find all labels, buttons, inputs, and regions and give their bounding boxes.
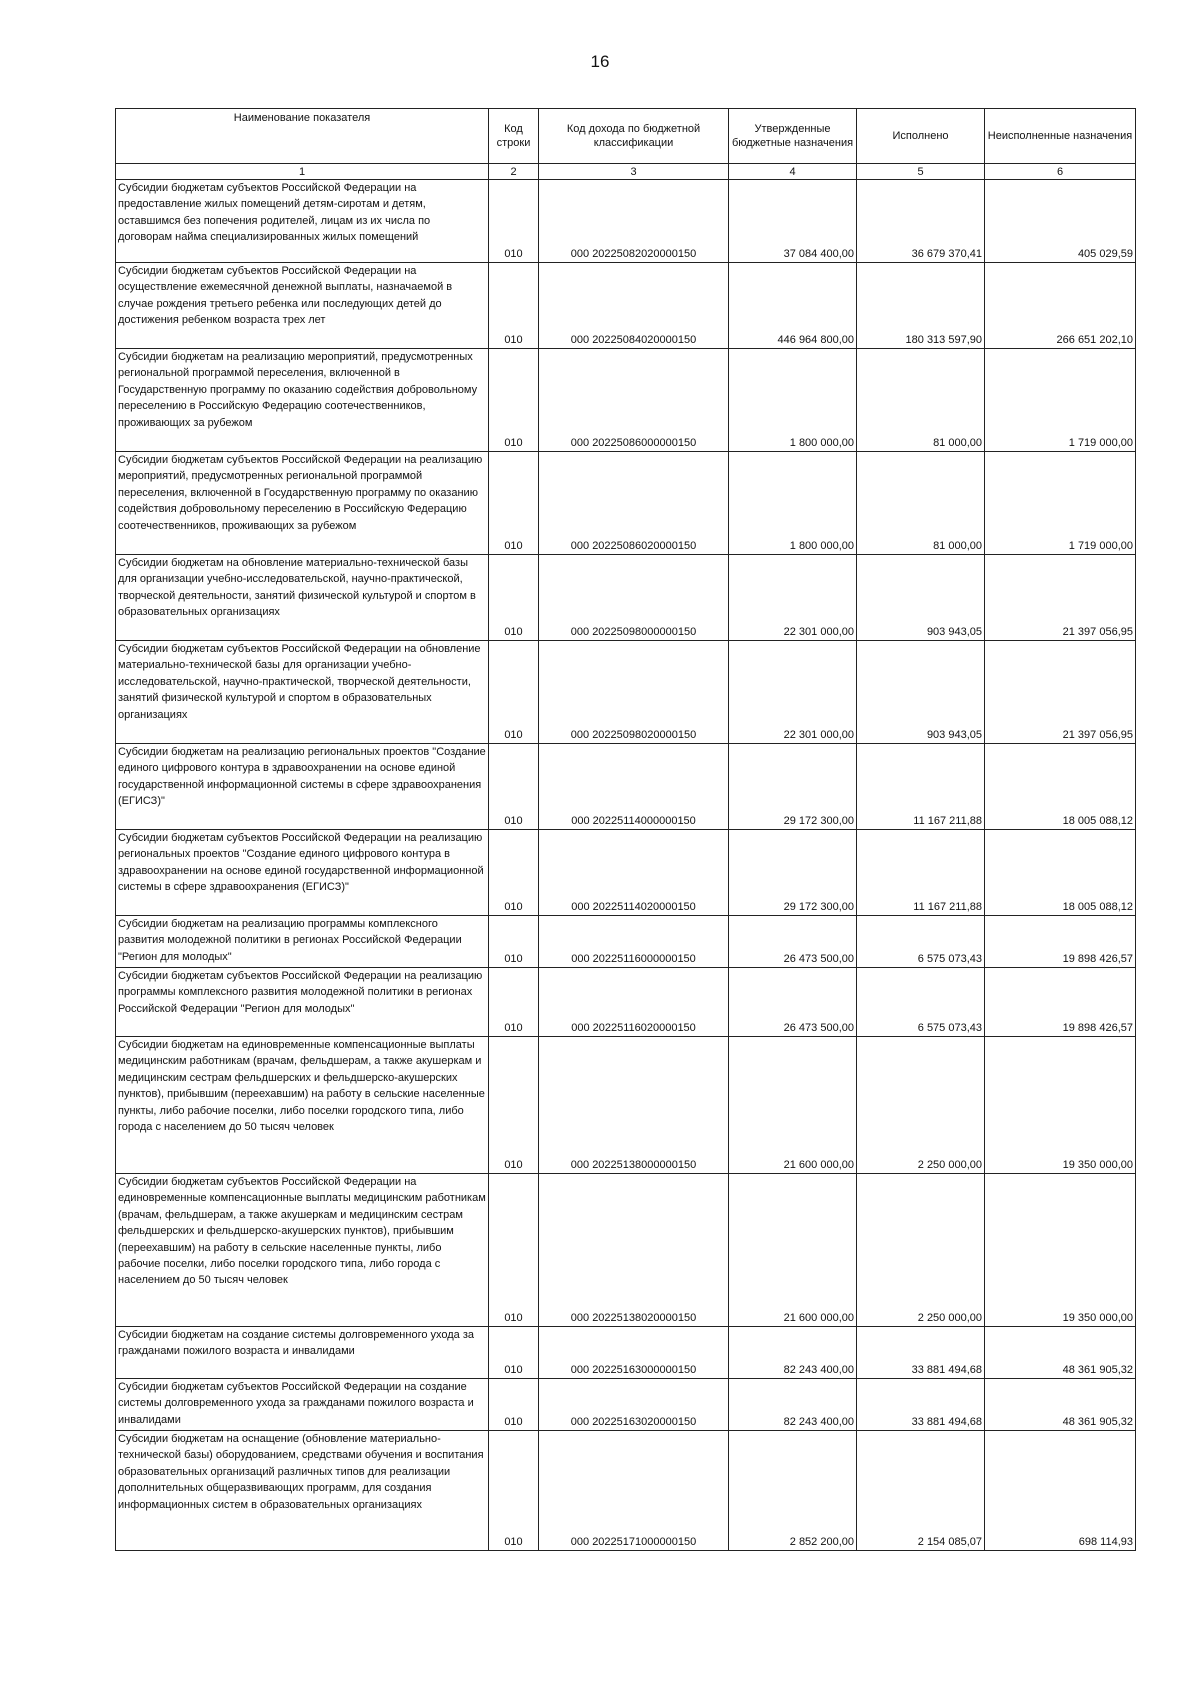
indicator-name: Субсидии бюджетам на обновление материально-технической базы для организации учебно-исследовательской, научно-практической, творческой деятельности, занятий физической культурой и спортом в образовательных организациях: [116, 555, 489, 641]
income-code: 000 20225086000000150: [539, 349, 729, 452]
income-code: 000 20225082020000150: [539, 180, 729, 263]
approved-amount: 21 600 000,00: [729, 1037, 857, 1174]
executed-amount: 903 943,05: [857, 641, 985, 744]
unexecuted-amount: 1 719 000,00: [985, 452, 1136, 555]
income-code: 000 20225116020000150: [539, 968, 729, 1037]
income-code: 000 20225163020000150: [539, 1379, 729, 1431]
table-row: [116, 641, 1136, 744]
column-number-row: [116, 164, 1136, 180]
executed-amount: 2 154 085,07: [857, 1431, 985, 1551]
line-code: 010: [489, 263, 539, 349]
income-code: 000 20225098020000150: [539, 641, 729, 744]
income-code: 000 20225138000000150: [539, 1037, 729, 1174]
income-code: 000 20225098000000150: [539, 555, 729, 641]
executed-amount: 6 575 073,43: [857, 968, 985, 1037]
indicator-name: Субсидии бюджетам на реализацию программы комплексного развития молодежной политики в регионах Российской Федерации "Регион для молодых": [116, 916, 489, 968]
approved-amount: 26 473 500,00: [729, 916, 857, 968]
line-code: 010: [489, 452, 539, 555]
executed-amount: 36 679 370,41: [857, 180, 985, 263]
indicator-name: Субсидии бюджетам субъектов Российской Федерации на обновление материально-технической базы для организации учебно-исследовательской, научно-практической, творческой деятельности, занятий физической культурой и спортом в образовательных организациях: [116, 641, 489, 744]
line-code: 010: [489, 744, 539, 830]
indicator-name: Субсидии бюджетам на единовременные компенсационные выплаты медицинским работникам (врачам, фельдшерам, а также акушеркам и медицинским сестрам фельдшерских и фельдшерско-акушерских пунктов), прибывшим (переехавшим) на работу в сельские населенные пункты, либо рабочие поселки, либо поселки городского типа, либо города с населением до 50 тысяч человек: [116, 1037, 489, 1174]
approved-amount: 22 301 000,00: [729, 555, 857, 641]
income-code: 000 20225114020000150: [539, 830, 729, 916]
column-number: 3: [539, 164, 729, 180]
approved-amount: 29 172 300,00: [729, 744, 857, 830]
unexecuted-amount: 21 397 056,95: [985, 641, 1136, 744]
header-line-code: Код строки: [489, 109, 539, 164]
table-row: [116, 1174, 1136, 1327]
executed-amount: 903 943,05: [857, 555, 985, 641]
unexecuted-amount: 19 350 000,00: [985, 1037, 1136, 1174]
table-row: [116, 968, 1136, 1037]
header-approved: Утвержденные бюджетные назначения: [729, 109, 857, 164]
income-code: 000 20225084020000150: [539, 263, 729, 349]
line-code: 010: [489, 349, 539, 452]
column-number: 4: [729, 164, 857, 180]
income-code: 000 20225086020000150: [539, 452, 729, 555]
approved-amount: 82 243 400,00: [729, 1327, 857, 1379]
table-row: [116, 555, 1136, 641]
indicator-name: Субсидии бюджетам субъектов Российской Федерации на реализацию мероприятий, предусмотренных региональной программой переселения, включенной в Государственную программу по оказанию содействия добровольному переселению в Российскую Федерацию соотечественников, проживающих за рубежом: [116, 452, 489, 555]
table-row: [116, 263, 1136, 349]
unexecuted-amount: 19 898 426,57: [985, 916, 1136, 968]
header-row: [116, 109, 1136, 164]
line-code: 010: [489, 1379, 539, 1431]
unexecuted-amount: 48 361 905,32: [985, 1327, 1136, 1379]
income-code: 000 20225116000000150: [539, 916, 729, 968]
indicator-name: Субсидии бюджетам на создание системы долговременного ухода за гражданами пожилого возраста и инвалидами: [116, 1327, 489, 1379]
approved-amount: 21 600 000,00: [729, 1174, 857, 1327]
line-code: 010: [489, 968, 539, 1037]
unexecuted-amount: 21 397 056,95: [985, 555, 1136, 641]
indicator-name: Субсидии бюджетам субъектов Российской Федерации на предоставление жилых помещений детям-сиротам и детям, оставшимся без попечения родителей, лицам из их числа по договорам найма специализированных жилых помещений: [116, 180, 489, 263]
indicator-name: Субсидии бюджетам на реализацию региональных проектов "Создание единого цифрового контура в здравоохранении на основе единой государственной информационной системы в сфере здравоохранения (ЕГИСЗ)": [116, 744, 489, 830]
indicator-name: Субсидии бюджетам субъектов Российской Федерации на осуществление ежемесячной денежной выплаты, назначаемой в случае рождения третьего ребенка или последующих детей до достижения ребенком возраста трех лет: [116, 263, 489, 349]
executed-amount: 2 250 000,00: [857, 1174, 985, 1327]
unexecuted-amount: 266 651 202,10: [985, 263, 1136, 349]
indicator-name: Субсидии бюджетам на реализацию мероприятий, предусмотренных региональной программой переселения, включенной в Государственную программу по оказанию содействия добровольному переселению в Российскую Федерацию соотечественников, проживающих за рубежом: [116, 349, 489, 452]
column-number: 5: [857, 164, 985, 180]
approved-amount: 37 084 400,00: [729, 180, 857, 263]
approved-amount: 82 243 400,00: [729, 1379, 857, 1431]
line-code: 010: [489, 916, 539, 968]
table-row: [116, 349, 1136, 452]
approved-amount: 1 800 000,00: [729, 452, 857, 555]
header-name: Наименование показателя: [116, 109, 489, 164]
column-number: 2: [489, 164, 539, 180]
executed-amount: 11 167 211,88: [857, 830, 985, 916]
header-executed: Исполнено: [857, 109, 985, 164]
executed-amount: 180 313 597,90: [857, 263, 985, 349]
line-code: 010: [489, 1037, 539, 1174]
line-code: 010: [489, 180, 539, 263]
column-number: 6: [985, 164, 1136, 180]
approved-amount: 29 172 300,00: [729, 830, 857, 916]
approved-amount: 22 301 000,00: [729, 641, 857, 744]
line-code: 010: [489, 1327, 539, 1379]
income-code: 000 20225163000000150: [539, 1327, 729, 1379]
table-row: [116, 180, 1136, 263]
unexecuted-amount: 1 719 000,00: [985, 349, 1136, 452]
line-code: 010: [489, 641, 539, 744]
income-code: 000 20225171000000150: [539, 1431, 729, 1551]
table-row: [116, 1379, 1136, 1431]
unexecuted-amount: 48 361 905,32: [985, 1379, 1136, 1431]
table-row: [116, 830, 1136, 916]
unexecuted-amount: 698 114,93: [985, 1431, 1136, 1551]
executed-amount: 2 250 000,00: [857, 1037, 985, 1174]
unexecuted-amount: 19 350 000,00: [985, 1174, 1136, 1327]
approved-amount: 2 852 200,00: [729, 1431, 857, 1551]
line-code: 010: [489, 830, 539, 916]
table-row: [116, 744, 1136, 830]
indicator-name: Субсидии бюджетам субъектов Российской Федерации на создание системы долговременного ухода за гражданами пожилого возраста и инвалидами: [116, 1379, 489, 1431]
budget-execution-table: [115, 108, 1136, 1551]
executed-amount: 6 575 073,43: [857, 916, 985, 968]
column-number: 1: [116, 164, 489, 180]
income-code: 000 20225138020000150: [539, 1174, 729, 1327]
executed-amount: 33 881 494,68: [857, 1327, 985, 1379]
table-row: [116, 1327, 1136, 1379]
indicator-name: Субсидии бюджетам на оснащение (обновление материально-технической базы) оборудованием, средствами обучения и воспитания образовательных организаций различных типов для реализации дополнительных общеразвивающих программ, для создания информационных систем в образовательных организациях: [116, 1431, 489, 1551]
executed-amount: 11 167 211,88: [857, 744, 985, 830]
unexecuted-amount: 405 029,59: [985, 180, 1136, 263]
table-row: [116, 1037, 1136, 1174]
approved-amount: 1 800 000,00: [729, 349, 857, 452]
indicator-name: Субсидии бюджетам субъектов Российской Федерации на реализацию программы комплексного развития молодежной политики в регионах Российской Федерации "Регион для молодых": [116, 968, 489, 1037]
header-income-code: Код дохода по бюджетной классификации: [539, 109, 729, 164]
unexecuted-amount: 18 005 088,12: [985, 830, 1136, 916]
header-unexecuted: Неисполненные назначения: [985, 109, 1136, 164]
unexecuted-amount: 19 898 426,57: [985, 968, 1136, 1037]
indicator-name: Субсидии бюджетам субъектов Российской Федерации на реализацию региональных проектов "Создание единого цифрового контура в здравоохранении на основе единой государственной информационной системы в сфере здравоохранения (ЕГИСЗ)": [116, 830, 489, 916]
table-row: [116, 1431, 1136, 1551]
line-code: 010: [489, 1174, 539, 1327]
executed-amount: 81 000,00: [857, 349, 985, 452]
line-code: 010: [489, 1431, 539, 1551]
indicator-name: Субсидии бюджетам субъектов Российской Федерации на единовременные компенсационные выплаты медицинским работникам (врачам, фельдшерам, а также акушеркам и медицинским сестрам фельдшерских и фельдшерско-акушерских пунктов), прибывшим (переехавшим) на работу в сельские населенные пункты, либо рабочие поселки, либо поселки городского типа, либо города с населением до 50 тысяч человек: [116, 1174, 489, 1327]
approved-amount: 26 473 500,00: [729, 968, 857, 1037]
page-number: 16: [590, 52, 610, 71]
executed-amount: 81 000,00: [857, 452, 985, 555]
table-row: [116, 916, 1136, 968]
executed-amount: 33 881 494,68: [857, 1379, 985, 1431]
unexecuted-amount: 18 005 088,12: [985, 744, 1136, 830]
income-code: 000 20225114000000150: [539, 744, 729, 830]
line-code: 010: [489, 555, 539, 641]
approved-amount: 446 964 800,00: [729, 263, 857, 349]
table-row: [116, 452, 1136, 555]
